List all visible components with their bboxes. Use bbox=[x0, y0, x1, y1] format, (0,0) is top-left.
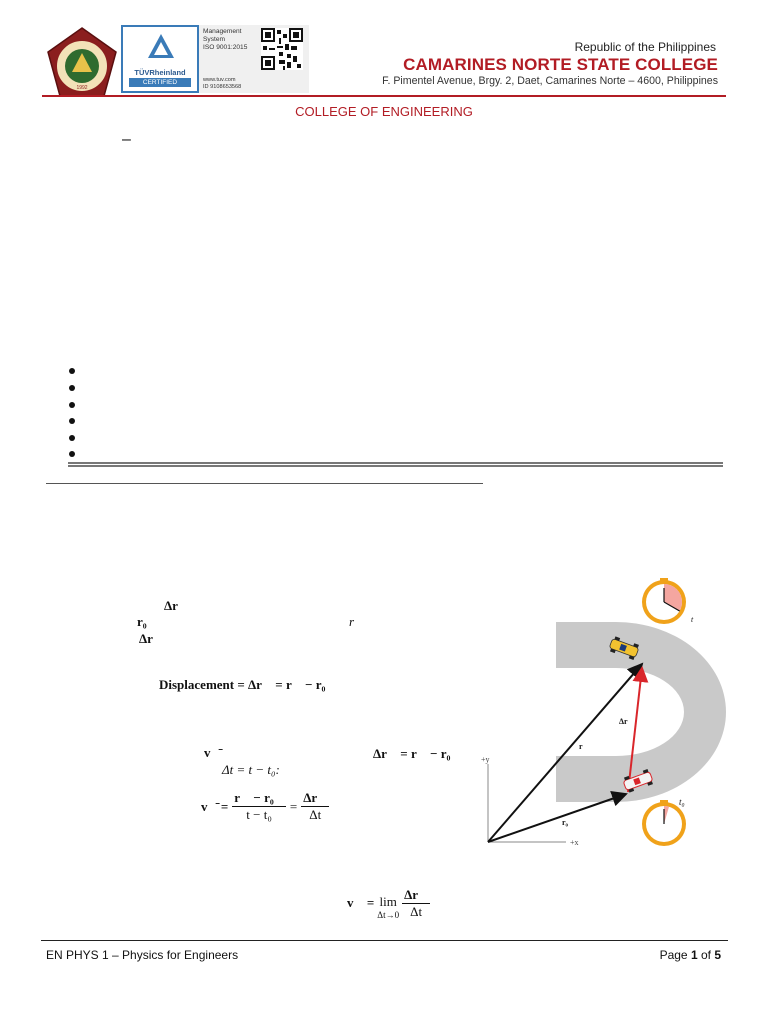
symbol-avg-velocity: v⃗̄ bbox=[204, 745, 221, 760]
tuv-certification-logo bbox=[121, 25, 199, 93]
mgmt-line-1: Management bbox=[203, 28, 242, 35]
footer-course: EN PHYS 1 – Physics for Engineers bbox=[46, 948, 239, 962]
bullet-5 bbox=[69, 435, 75, 441]
x-axis-label: +x bbox=[570, 838, 579, 847]
tuv-id: ID 9108653568 bbox=[203, 84, 242, 90]
page-total: 5 bbox=[714, 948, 721, 962]
tuv-brand: TÜVRheinland bbox=[134, 68, 186, 77]
college-name: CAMARINES NORTE STATE COLLEGE bbox=[403, 55, 718, 74]
footer-page-number bbox=[660, 948, 721, 962]
avg-v-fraction-2 bbox=[301, 790, 329, 823]
inst-v-denominator: Δt bbox=[410, 903, 423, 919]
displacement-equation: Displacement = Δr⃗ = r⃗ − r₀⃗ bbox=[159, 677, 336, 692]
lim-subscript: Δt→0 bbox=[377, 910, 400, 920]
page-mid: of bbox=[697, 948, 715, 962]
lim-text: lim bbox=[379, 894, 397, 909]
label-delta-r: Δr⃗ bbox=[619, 717, 634, 726]
college-of-engineering: COLLEGE OF ENGINEERING bbox=[295, 104, 473, 119]
bullet-1 bbox=[69, 368, 75, 374]
avg-v-fraction-1 bbox=[232, 790, 286, 823]
mgmt-line-2: System bbox=[203, 36, 225, 43]
tuv-triangle-icon bbox=[147, 33, 175, 59]
management-system-box bbox=[199, 25, 309, 93]
avg-v-lhs: v⃗̄ = bbox=[201, 798, 229, 814]
delta-t-definition: Δt = t − t₀: bbox=[222, 762, 280, 777]
avg-v-numerator-2: Δr⃗ bbox=[303, 790, 328, 805]
section-divider-top bbox=[68, 462, 723, 464]
college-seal bbox=[44, 26, 120, 102]
symbol-r0: r₀⃗ bbox=[137, 614, 157, 629]
label-t: t bbox=[691, 615, 694, 624]
symbol-delta-r: Δr⃗ bbox=[164, 598, 189, 613]
inst-v-lhs: v⃗ = bbox=[347, 895, 375, 910]
republic-line: Republic of the Philippines bbox=[574, 40, 716, 54]
header-divider bbox=[42, 95, 726, 97]
label-t0: t₀ bbox=[679, 797, 685, 807]
page-prefix: Page bbox=[659, 948, 691, 962]
stopwatch-t-icon bbox=[642, 578, 686, 624]
page-current: 1 bbox=[690, 948, 698, 962]
label-r: r⃗ bbox=[579, 742, 589, 751]
instantaneous-velocity-equation bbox=[347, 886, 430, 920]
mgmt-line-3: ISO 9001:2015 bbox=[203, 44, 248, 51]
college-address: F. Pimentel Avenue, Brgy. 2, Daet, Camarines Norte – 4600, Philippines bbox=[382, 75, 718, 87]
displacement-figure bbox=[476, 574, 728, 864]
delta-r-definition: Δr⃗ = r⃗ − r₀⃗ bbox=[373, 746, 461, 761]
label-r0: r₀⃗ bbox=[562, 818, 575, 827]
inst-v-numerator: Δr⃗ bbox=[404, 886, 429, 902]
inst-v-fraction bbox=[402, 887, 430, 920]
symbol-delta-r-2: Δr⃗ bbox=[139, 631, 164, 646]
bullet-4 bbox=[69, 418, 75, 424]
bullet-2 bbox=[69, 385, 75, 391]
svg-text:1992: 1992 bbox=[76, 85, 88, 91]
short-rule bbox=[46, 483, 483, 484]
bullet-3 bbox=[69, 402, 75, 408]
symbol-r: r⃗ bbox=[349, 614, 365, 629]
avg-v-denominator: t − t₀ bbox=[246, 807, 272, 822]
tuv-certified-badge: CERTIFIED bbox=[129, 78, 191, 87]
bullet-6 bbox=[69, 451, 75, 457]
avg-v-denominator-2: Δt bbox=[309, 807, 322, 822]
title-dash: – bbox=[122, 131, 131, 148]
footer-divider bbox=[41, 940, 728, 941]
limit-operator bbox=[377, 894, 399, 920]
qr-code-icon bbox=[261, 28, 303, 70]
y-axis-label: +y bbox=[481, 755, 490, 764]
average-velocity-equation: v⃗̄ = $\frac{\text{r⃗ − r₀⃗}}{\text{t − t₀}}$ = $\frac{\Delta r⃗}{\Delta t}$ bbox=[201, 790, 328, 822]
avg-v-numerator: r⃗ − r₀⃗ bbox=[234, 790, 284, 805]
tuv-website: www.tuv.com bbox=[203, 77, 236, 83]
section-divider-bottom bbox=[68, 465, 723, 467]
